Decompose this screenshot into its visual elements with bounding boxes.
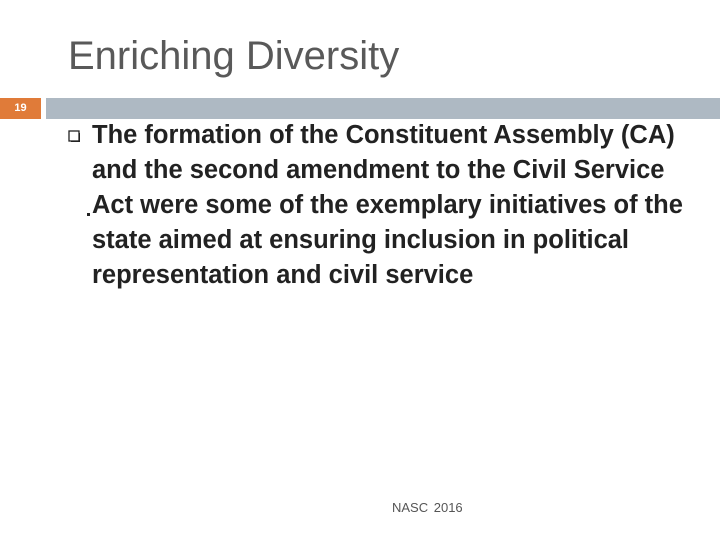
bullet-text: The formation of the Constituent Assembly (CA) and the second amendment to the Civil Service Act were some of the exemplary initiatives of the state aimed at ensuring inclusion in political representation and civil service	[92, 121, 683, 289]
square-bullet-icon	[68, 130, 80, 142]
slide-title: Enriching Diversity	[68, 34, 400, 78]
slide-number: 19	[0, 98, 41, 119]
header-rule	[46, 98, 720, 119]
footer-text: NASC 2016	[392, 500, 463, 515]
text-artifact-dot	[87, 213, 90, 216]
